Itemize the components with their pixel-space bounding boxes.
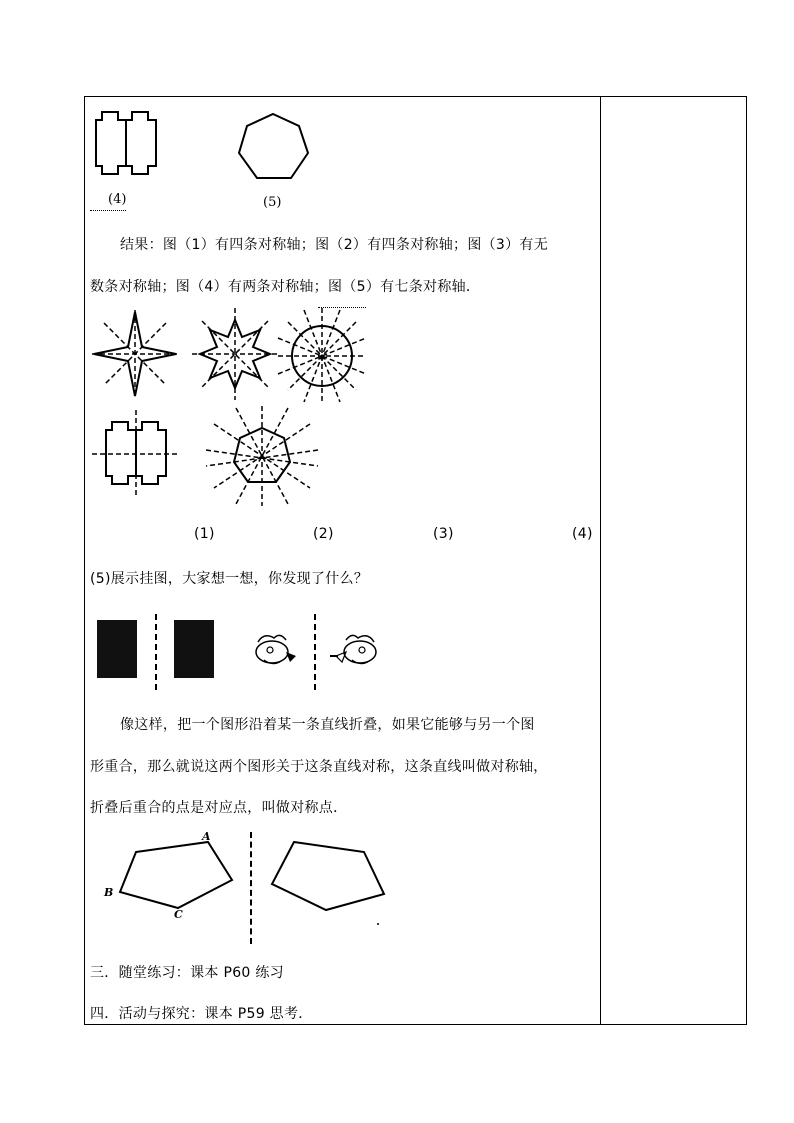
axis-figure-label-4: (4) xyxy=(572,526,593,542)
dotted-mark xyxy=(90,210,126,211)
axis-figure-label-1: (1) xyxy=(194,526,215,542)
definition-line-3: 折叠后重合的点是对应点，叫做对称点． xyxy=(90,800,348,816)
symmetry-axis-line xyxy=(155,614,157,690)
section-3-practice: 三．随堂练习：课本 P60 练习 xyxy=(90,965,284,981)
definition-line-2: 形重合，那么就说这两个图形关于这条直线对称，这条直线叫做对称轴， xyxy=(90,759,548,775)
symmetry-axis-line xyxy=(250,832,252,944)
axis-figure-label-2: (2) xyxy=(313,526,334,542)
pentagon-left xyxy=(100,828,240,920)
figure-label-5: (5) xyxy=(263,195,282,210)
pentagon-right xyxy=(268,834,392,930)
result-line-1: 结果：图（1）有四条对称轴；图（2）有四条对称轴；图（3）有无 xyxy=(120,237,549,253)
table-column-divider xyxy=(600,96,601,1025)
prompt-line: (5)展示挂图，大家想一想，你发现了什么？ xyxy=(90,571,369,587)
label-b: B xyxy=(104,886,114,899)
definition-line-1: 像这样，把一个图形沿着某一条直线折叠，如果它能够与另一个图 xyxy=(120,717,535,733)
figure-double-cross-axes xyxy=(92,410,178,496)
bird-right xyxy=(328,630,384,670)
section-4-activity: 四．活动与探究：课本 P59 思考． xyxy=(90,1006,313,1022)
black-rectangle-left xyxy=(97,620,137,678)
figure-eight-point-star-axes xyxy=(192,308,278,400)
figure-circle-axes xyxy=(278,306,368,406)
figure-four-point-star-axes xyxy=(90,308,180,400)
label-c: C xyxy=(174,908,183,921)
bird-left xyxy=(250,630,304,670)
result-line-2: 数条对称轴；图（4）有两条对称轴；图（5）有七条对称轴． xyxy=(90,279,481,295)
label-a: A xyxy=(202,830,211,843)
figure-heptagon-axes xyxy=(206,406,318,506)
figure-label-4: (4) xyxy=(108,192,127,207)
black-rectangle-right xyxy=(174,620,214,678)
figure-heptagon xyxy=(236,112,316,188)
figure-double-cross-shape xyxy=(92,108,164,178)
symmetry-axis-line xyxy=(314,614,316,690)
axis-figure-label-3: (3) xyxy=(433,526,454,542)
dotted-mark xyxy=(318,307,366,308)
